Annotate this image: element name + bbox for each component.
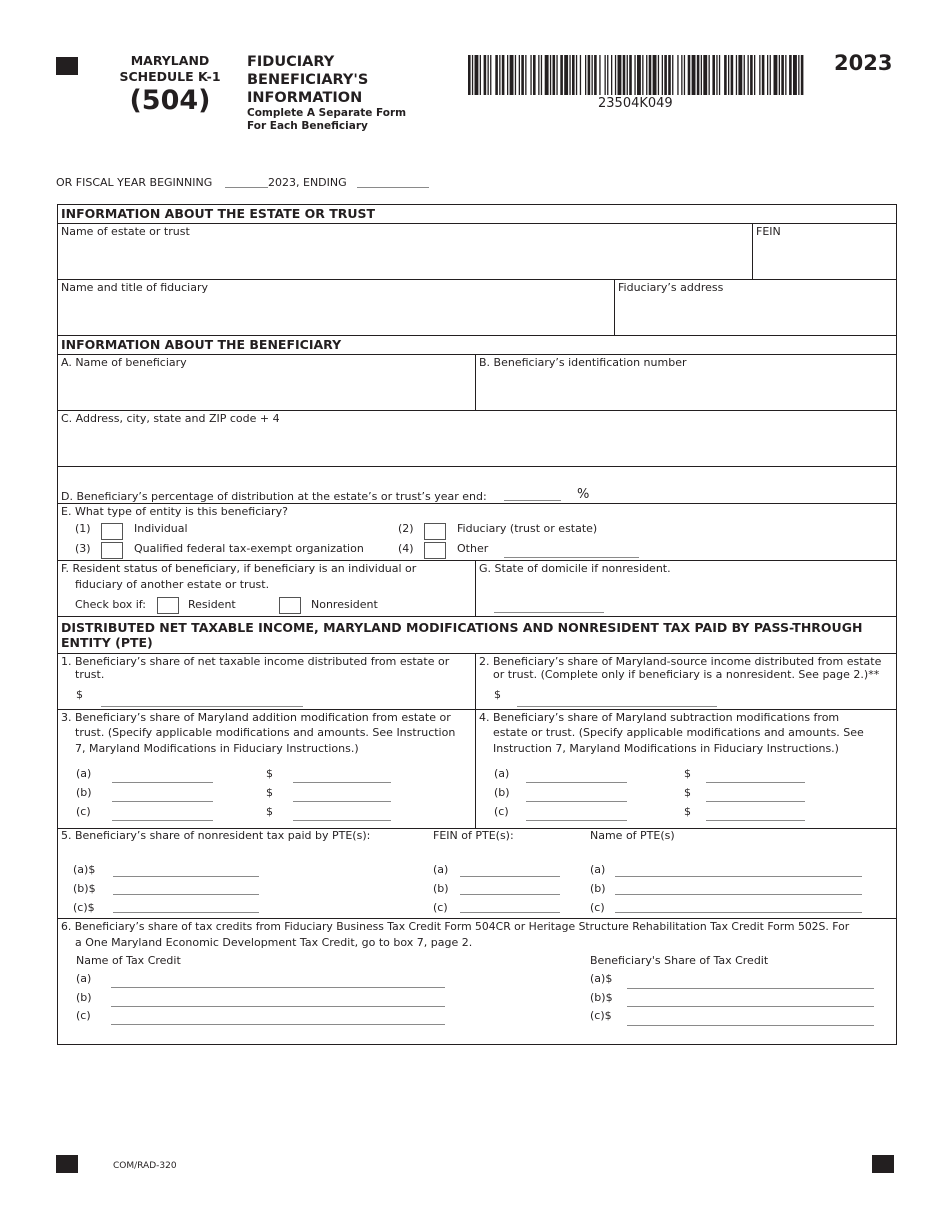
barcode-bar [793, 55, 797, 95]
line4-row-c-modification-field[interactable] [526, 820, 627, 821]
schedule-label: SCHEDULE K-1 [119, 69, 221, 84]
line1-label-b: trust. [75, 668, 105, 681]
estate-section-heading: INFORMATION ABOUT THE ESTATE OR TRUST [61, 206, 376, 221]
barcode-bar [541, 55, 542, 95]
fiscal-year-end-field[interactable] [357, 187, 429, 188]
barcode-bar [662, 55, 663, 95]
line6-share-header: Beneficiary's Share of Tax Credit [590, 954, 769, 967]
line3-row-b-modification-field[interactable] [112, 801, 213, 802]
estate-name-field[interactable]: Name of estate or trust [61, 225, 190, 238]
line3-label-a: 3. Beneficiary’s share of Maryland addition modification from estate or [61, 711, 451, 724]
line6-row-a-share-field[interactable] [627, 988, 874, 989]
line4-row-c-label: (c) [494, 805, 509, 818]
line5-row-c-fein-label: (c) [433, 901, 448, 914]
line3-row-a-modification-field[interactable] [112, 782, 213, 783]
line1-amount-field[interactable] [101, 706, 303, 707]
line3-row-a-label: (a) [76, 767, 92, 780]
line6-row-a-name-field[interactable] [111, 987, 445, 988]
line3-label-b: trust. (Specify applicable modifications and amounts. See Instruction [75, 726, 456, 739]
tax-year: 2023 [834, 51, 893, 75]
line3-row-b-label: (b) [76, 786, 92, 799]
barcode-bar [664, 55, 667, 95]
barcode-bar [658, 55, 659, 95]
barcode-bar [736, 55, 737, 95]
distribution-percentage-label: D. Beneficiary’s percentage of distribution at the estate’s or trust’s year end: [61, 490, 487, 503]
barcode-bar [545, 55, 549, 95]
barcode-bar [627, 55, 628, 95]
line3-row-a-amount-field[interactable] [293, 782, 391, 783]
barcode-bar [495, 55, 498, 95]
line6-name-header: Name of Tax Credit [76, 954, 181, 967]
barcode-bar [677, 55, 678, 95]
line4-row-a-label: (a) [494, 767, 510, 780]
line5-name-header: Name of PTE(s) [590, 829, 675, 842]
barcode-bar [709, 55, 710, 95]
barcode-bar [719, 55, 720, 95]
line4-row-b-modification-field[interactable] [526, 801, 627, 802]
barcode-bar [653, 55, 657, 95]
line5-row-b-name-field[interactable] [615, 894, 862, 895]
distribution-percentage-field[interactable] [504, 500, 561, 501]
barcode-bar [781, 55, 784, 95]
line5-row-b-amount-field[interactable] [113, 894, 259, 895]
entity-option-4-number: (4) [398, 542, 414, 555]
barcode-bar [499, 55, 500, 95]
line3-row-c-amount-field[interactable] [293, 820, 391, 821]
barcode-bar [572, 55, 575, 95]
barcode-bar [801, 55, 804, 95]
barcode-bar [605, 55, 606, 95]
barcode-bar [646, 55, 647, 95]
barcode-bar [538, 55, 539, 95]
nonresident-label: Nonresident [311, 598, 378, 611]
barcode-bar [692, 55, 696, 95]
barcode-bar [530, 55, 531, 95]
entity-tax-exempt-checkbox[interactable] [101, 542, 123, 559]
barcode-bar [762, 55, 765, 95]
line4-row-a-dollar: $ [684, 767, 691, 780]
barcode-bar [774, 55, 778, 95]
barcode-bar [594, 55, 597, 95]
barcode-bar [748, 55, 749, 95]
entity-individual-checkbox[interactable] [101, 523, 123, 540]
line3-row-b-amount-field[interactable] [293, 801, 391, 802]
entity-other-checkbox[interactable] [424, 542, 446, 559]
barcode-bar [712, 55, 715, 95]
barcode-bar [533, 55, 536, 95]
barcode-bar [564, 55, 568, 95]
resident-status-label-2: fiduciary of another estate or trust. [75, 578, 270, 591]
line6-row-b-share-label: (b)$ [590, 991, 613, 1004]
line5-row-b-fein-field[interactable] [460, 894, 560, 895]
barcode-bar [556, 55, 557, 95]
entity-option-1-label: Individual [134, 522, 188, 535]
line5-row-c-name-field[interactable] [615, 912, 862, 913]
line6-row-b-share-field[interactable] [627, 1006, 874, 1007]
barcode-bar [754, 55, 755, 95]
barcode-bar [510, 55, 514, 95]
barcode-bar [798, 55, 799, 95]
entity-option-2-number: (2) [398, 522, 414, 535]
barcode-bar [703, 55, 707, 95]
barcode-bar [750, 55, 753, 95]
barcode-bar [649, 55, 652, 95]
line6-row-c-name-field[interactable] [111, 1024, 445, 1025]
barcode-bar [684, 55, 685, 95]
line5-row-c-label: (c)$ [73, 901, 95, 914]
line6-row-b-name-field[interactable] [111, 1006, 445, 1007]
fein-field[interactable]: FEIN [756, 225, 781, 238]
line5-row-a-fein-field[interactable] [460, 876, 560, 877]
line2-label-b: or trust. (Complete only if beneficiary is a nonresident. See page 2.)** [493, 668, 880, 681]
line6-row-c-share-field[interactable] [627, 1025, 874, 1026]
line6-row-a-share-label: (a)$ [590, 972, 613, 985]
line5-row-a-fein-label: (a) [433, 863, 449, 876]
barcode-bar [618, 55, 622, 95]
barcode-bar [629, 55, 632, 95]
barcode-bar [484, 55, 487, 95]
barcode-bar [634, 55, 635, 95]
nonresident-checkbox[interactable] [279, 597, 301, 614]
line5-fein-header: FEIN of PTE(s): [433, 829, 514, 842]
barcode-bar [615, 55, 616, 95]
barcode-bar [569, 55, 570, 95]
barcode-bar [637, 55, 641, 95]
form-code: COM/RAD-320 [113, 1161, 177, 1171]
percent-sign: % [577, 487, 590, 502]
barcode-bar [592, 55, 593, 95]
resident-checkbox[interactable] [157, 597, 179, 614]
state-of-domicile-field[interactable] [494, 612, 604, 613]
income-section-heading-1: DISTRIBUTED NET TAXABLE INCOME, MARYLAND MODIFICATIONS AND NONRESIDENT TAX PAID BY PASS-THROUGH [61, 620, 863, 635]
entity-fiduciary-checkbox[interactable] [424, 523, 446, 540]
barcode-bar [507, 55, 508, 95]
line5-row-a-label: (a)$ [73, 863, 96, 876]
entity-option-1-number: (1) [75, 522, 91, 535]
barcode-bar [599, 55, 600, 95]
barcode-bar [738, 55, 742, 95]
barcode-bar [588, 55, 591, 95]
barcode-bar [521, 55, 524, 95]
fiscal-year-mid-label: 2023, ENDING [268, 176, 347, 189]
form-number: (504) [129, 85, 211, 116]
barcode-bar [553, 55, 556, 95]
barcode-bar [697, 55, 700, 95]
entity-other-field[interactable] [504, 557, 639, 558]
registration-mark-bottom-left [56, 1155, 78, 1173]
barcode-number: 23504K049 [598, 96, 673, 111]
form-subtitle-line-1: Complete A Separate Form [247, 107, 407, 119]
barcode-bar [668, 55, 671, 95]
registration-mark-bottom-right [872, 1155, 894, 1173]
barcode-bar [728, 55, 729, 95]
barcode-bar [681, 55, 682, 95]
line6-label-b: a One Maryland Economic Development Tax Credit, go to box 7, page 2. [75, 936, 473, 949]
line6-label-a: 6. Beneficiary’s share of tax credits from Fiduciary Business Tax Credit Form 504CR or Heritage Structure Rehabilitation Tax Credit Form 502S. For [61, 920, 850, 933]
line5-row-a-amount-field[interactable] [113, 876, 259, 877]
resident-label: Resident [188, 598, 236, 611]
barcode-bar [576, 55, 577, 95]
line5-row-a-name-field[interactable] [615, 876, 862, 877]
line5-row-c-fein-field[interactable] [460, 912, 560, 913]
barcode-bar [525, 55, 526, 95]
form-title-line-1: FIDUCIARY [247, 54, 335, 70]
barcode-bar [701, 55, 702, 95]
barcode-bar [468, 55, 471, 95]
barcode [468, 55, 804, 95]
barcode-bar [744, 55, 745, 95]
resident-status-label-1: F. Resident status of beneficiary, if beneficiary is an individual or [61, 562, 417, 575]
line2-amount-field[interactable] [517, 706, 717, 707]
line6-row-c-label: (c) [76, 1009, 91, 1022]
entity-option-2-label: Fiduciary (trust or estate) [457, 522, 598, 535]
check-box-if-label: Check box if: [75, 598, 146, 611]
line5-row-b-fein-label: (b) [433, 882, 449, 895]
barcode-bar [731, 55, 734, 95]
registration-mark-top-left [56, 57, 78, 75]
line4-label-b: estate or trust. (Specify applicable modifications and amounts. See [493, 726, 864, 739]
line3-row-a-dollar: $ [266, 767, 273, 780]
line5-label: 5. Beneficiary’s share of nonresident tax paid by PTE(s): [61, 829, 371, 842]
fiduciary-name-field[interactable]: Name and title of fiduciary [61, 281, 209, 294]
line3-label-c: 7, Maryland Modifications in Fiduciary Instructions.) [75, 742, 359, 755]
form-title-line-2: BENEFICIARY'S [247, 72, 369, 88]
beneficiary-section-heading: INFORMATION ABOUT THE BENEFICIARY [61, 337, 342, 352]
barcode-bar [560, 55, 563, 95]
barcode-bar [502, 55, 505, 95]
line4-row-b-amount-field[interactable] [706, 801, 805, 802]
line1-dollar: $ [76, 688, 83, 701]
form-title-line-3: INFORMATION [247, 90, 363, 106]
line2-dollar: $ [494, 688, 501, 701]
line3-row-c-dollar: $ [266, 805, 273, 818]
beneficiary-name-field[interactable]: A. Name of beneficiary [61, 356, 187, 369]
barcode-bar [770, 55, 771, 95]
line1-label-a: 1. Beneficiary’s share of net taxable income distributed from estate or [61, 655, 450, 668]
barcode-bar [672, 55, 673, 95]
barcode-bar [585, 55, 586, 95]
beneficiary-address-field[interactable]: C. Address, city, state and ZIP code + 4 [61, 412, 280, 425]
barcode-bar [490, 55, 491, 95]
line5-row-a-name-label: (a) [590, 863, 606, 876]
barcode-bar [580, 55, 581, 95]
line4-label-c: Instruction 7, Maryland Modifications in Fiduciary Instructions.) [493, 742, 839, 755]
fiscal-year-label: OR FISCAL YEAR BEGINNING [56, 176, 213, 189]
barcode-bar [688, 55, 691, 95]
barcode-bar [515, 55, 516, 95]
entity-option-3-label: Qualified federal tax-exempt organization [134, 542, 364, 555]
line3-row-c-modification-field[interactable] [112, 820, 213, 821]
barcode-bar [759, 55, 760, 95]
line5-row-c-amount-field[interactable] [113, 912, 259, 913]
barcode-bar [519, 55, 520, 95]
line4-row-b-label: (b) [494, 786, 510, 799]
barcode-bar [779, 55, 780, 95]
barcode-bar [642, 55, 643, 95]
line4-row-a-modification-field[interactable] [526, 782, 627, 783]
line6-row-a-label: (a) [76, 972, 92, 985]
barcode-bar [785, 55, 786, 95]
entity-type-label: E. What type of entity is this beneficiary? [61, 505, 288, 518]
line6-row-b-label: (b) [76, 991, 92, 1004]
line3-row-b-dollar: $ [266, 786, 273, 799]
barcode-bar [472, 55, 473, 95]
line6-row-c-share-label: (c)$ [590, 1009, 612, 1022]
barcode-bar [488, 55, 489, 95]
entity-option-3-number: (3) [75, 542, 91, 555]
barcode-bar [611, 55, 612, 95]
state-label: MARYLAND [130, 53, 210, 68]
line5-row-c-name-label: (c) [590, 901, 605, 914]
state-of-domicile-label: G. State of domicile if nonresident. [479, 562, 671, 575]
line4-row-b-dollar: $ [684, 786, 691, 799]
line4-row-c-amount-field[interactable] [706, 820, 805, 821]
line5-row-b-label: (b)$ [73, 882, 96, 895]
line4-row-c-dollar: $ [684, 805, 691, 818]
line4-row-a-amount-field[interactable] [706, 782, 805, 783]
line2-label-a: 2. Beneficiary’s share of Maryland-source income distributed from estate [479, 655, 882, 668]
entity-option-4-label: Other [457, 542, 489, 555]
line5-row-b-name-label: (b) [590, 882, 606, 895]
fiscal-year-begin-field[interactable] [225, 187, 268, 188]
income-section-heading-2: ENTITY (PTE) [61, 635, 153, 650]
barcode-bar [716, 55, 717, 95]
barcode-bar [480, 55, 481, 95]
barcode-bar [623, 55, 626, 95]
barcode-bar [767, 55, 768, 95]
beneficiary-id-field[interactable]: B. Beneficiary’s identification number [479, 356, 687, 369]
barcode-bar [607, 55, 608, 95]
barcode-bar [475, 55, 479, 95]
form-subtitle-line-2: For Each Beneficiary [247, 120, 368, 132]
barcode-bar [550, 55, 551, 95]
line3-row-c-label: (c) [76, 805, 91, 818]
barcode-bar [724, 55, 727, 95]
barcode-bar [789, 55, 792, 95]
line4-label-a: 4. Beneficiary’s share of Maryland subtraction modifications from [479, 711, 840, 724]
fiduciary-address-field[interactable]: Fiduciary’s address [618, 281, 724, 294]
